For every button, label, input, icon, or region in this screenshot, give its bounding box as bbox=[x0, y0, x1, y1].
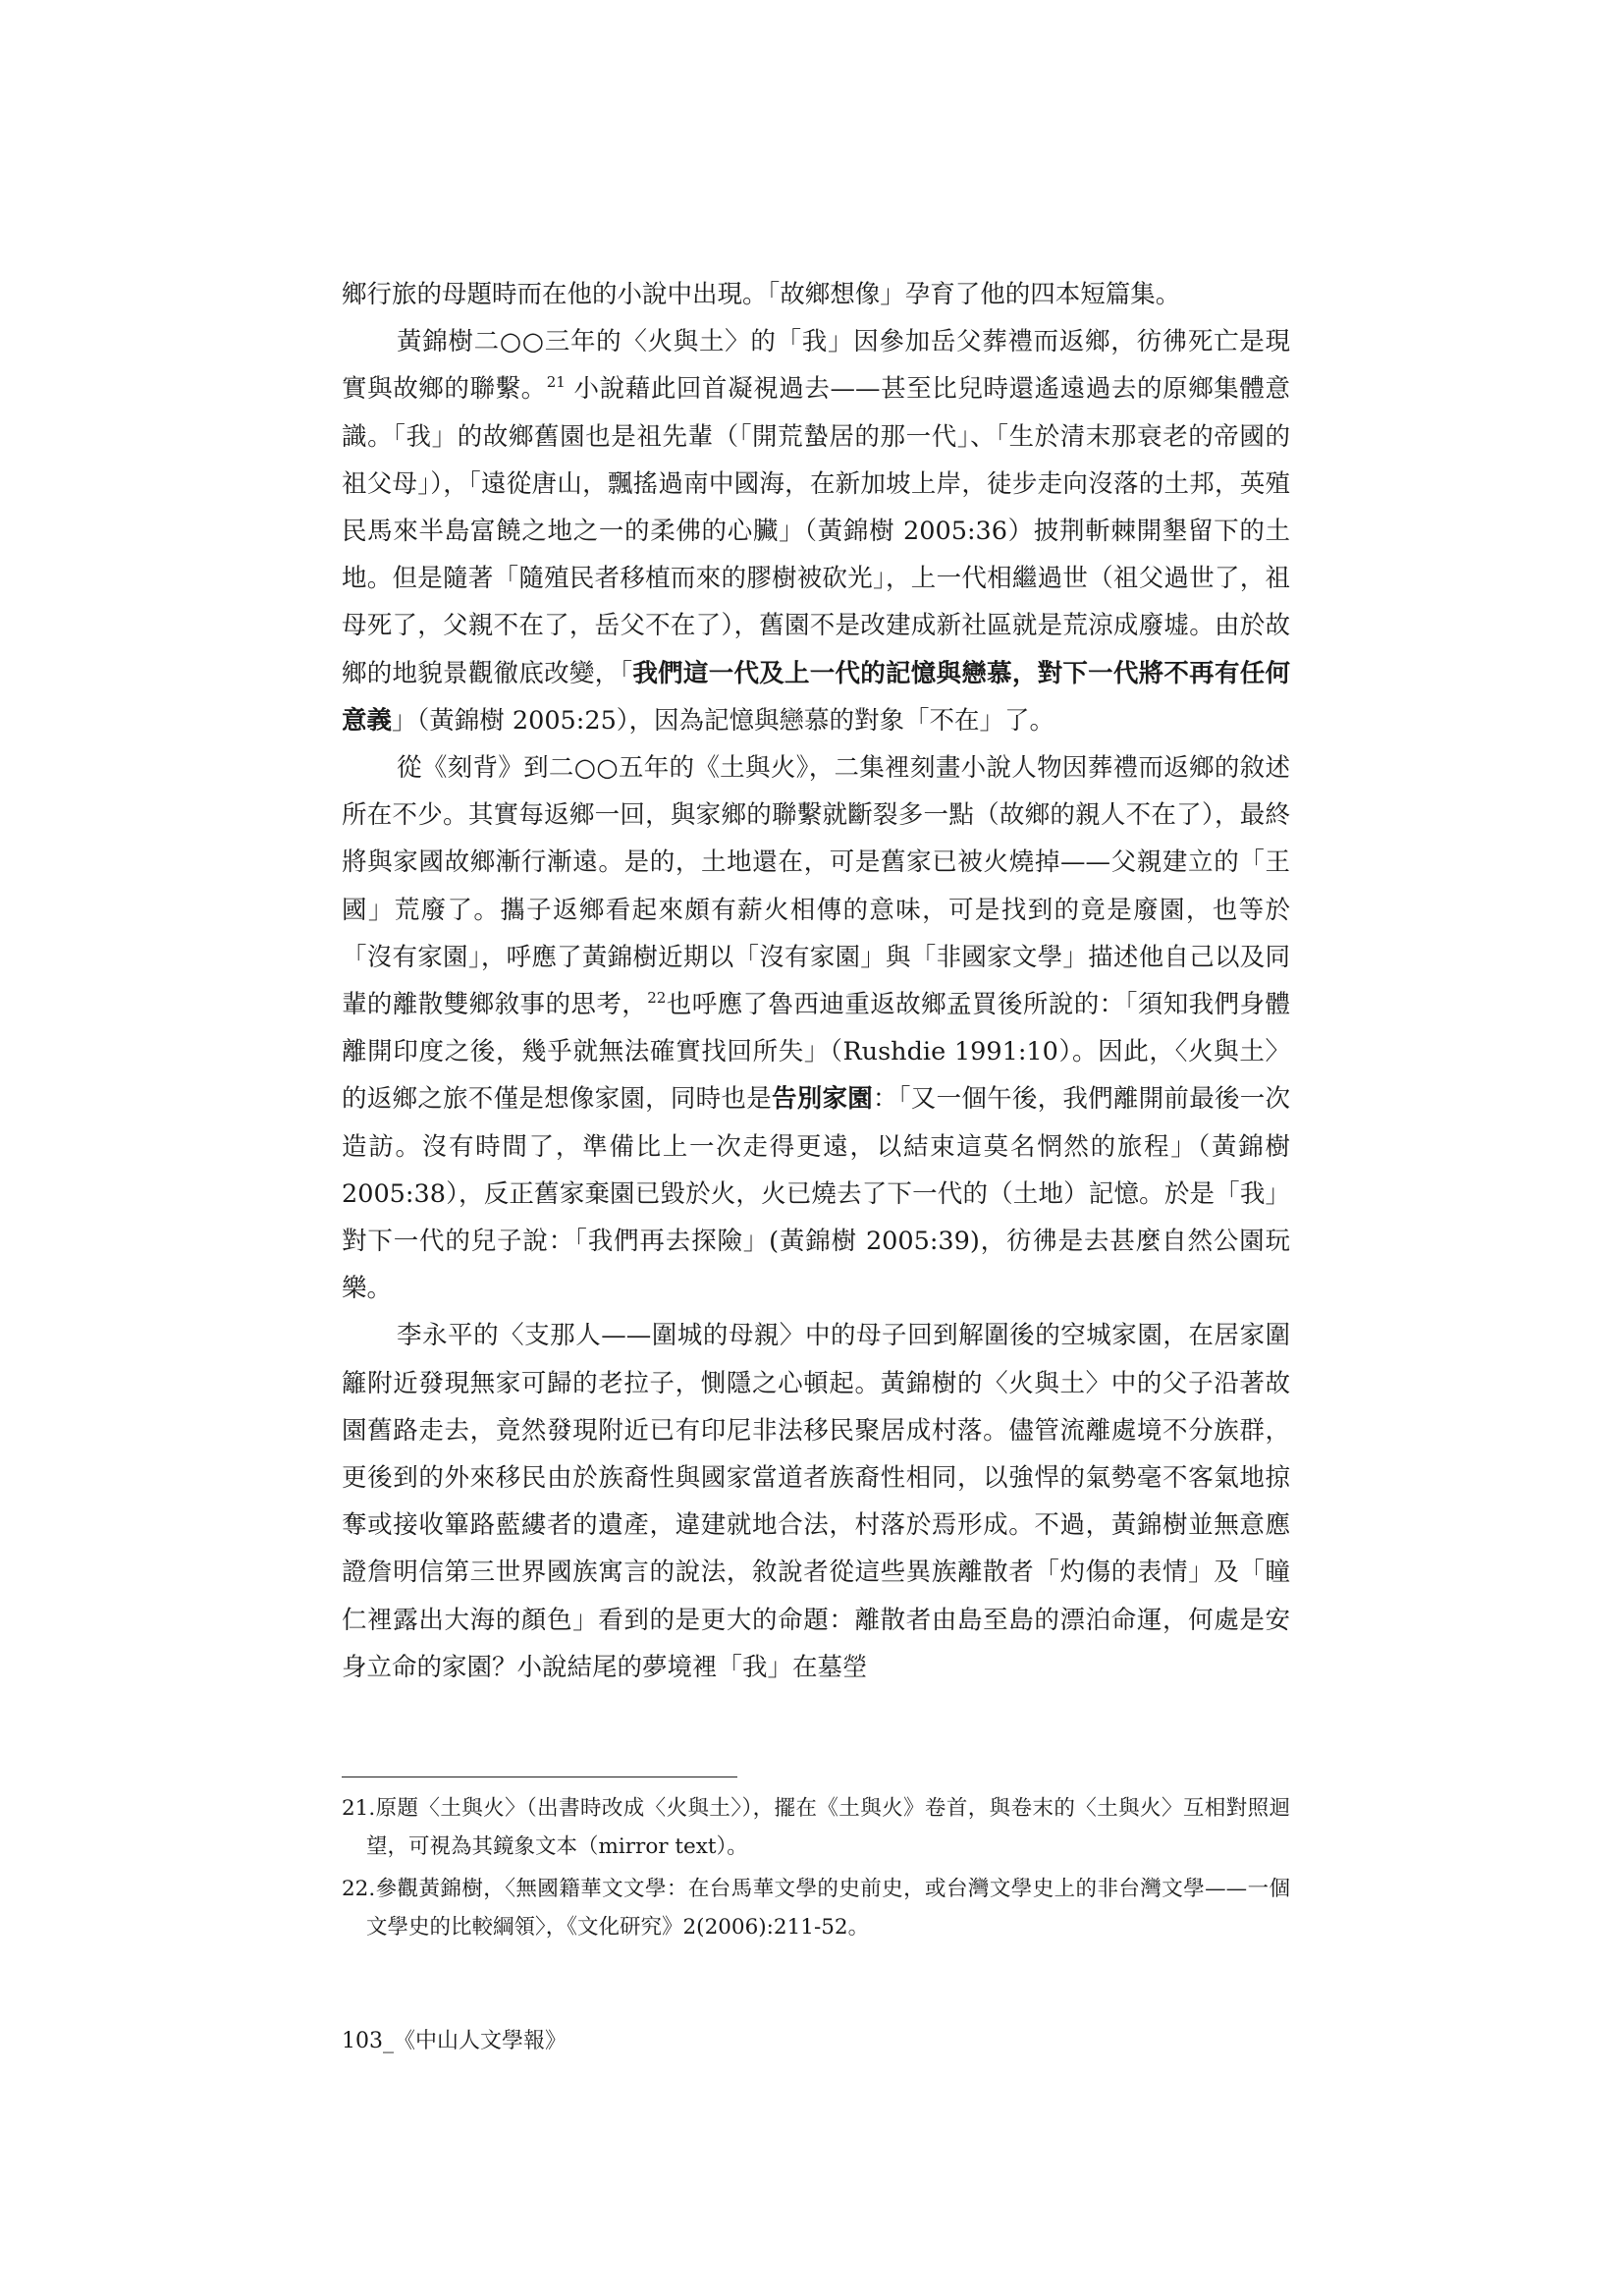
footnotes bbox=[342, 1789, 1290, 1950]
paragraph-text: 從《刻背》到二○○五年的《土與火》，二集裡刻畫小說人物因葬禮而返鄉的敘述所在不少。其實每返鄉一回，與家鄉的聯繫就斷裂多一點（故鄉的親人不在了），最終將與家國故鄉漸行漸遠。是的，土地還在，可是舊家已被火燒掉——父親建立的「王國」荒廢了。攜子返鄉看起來頗有薪火相傳的意味，可是找到的竟是廢園，也等於「沒有家園」，呼應了黃錦樹近期以「沒有家園」與「非國家文學」描述他自己以及同輩的離散雙鄉敘事的思考， bbox=[342, 753, 1290, 1020]
footnote-ref-21[interactable]: 21 bbox=[546, 373, 566, 392]
paragraph-text: 黃錦樹二○○三年的〈火與土〉的「我」因參加岳父葬禮而返鄉，彷彿死亡是現實與故鄉的聯繫。 bbox=[342, 327, 1290, 405]
footnote-22: 22.參觀黃錦樹，〈無國籍華文文學：在台馬華文學的史前史，或台灣文學史上的非台灣文學——一個文學史的比較綱領〉，《文化研究》2(2006):211-52。 bbox=[342, 1877, 1290, 1940]
paragraph-return-home bbox=[342, 744, 1290, 1312]
paragraph-text: 」（黃錦樹 2005:25），因為記憶與戀慕的對象「不在」了。 bbox=[392, 705, 1055, 736]
emphasized-phrase: 告別家園 bbox=[771, 1084, 874, 1115]
main-text bbox=[342, 271, 1290, 1691]
page-footer bbox=[342, 2027, 567, 2056]
footnote-21: 21.原題〈土與火〉（出書時改成〈火與土〉），擺在《土與火》卷首，與卷末的〈土與火〉互相對照迴望，可視為其鏡象文本（mirror text）。 bbox=[342, 1796, 1290, 1859]
footnote-ref-22[interactable]: 22 bbox=[647, 989, 667, 1008]
emphasized-quote: 我們這一代及上一代的記憶與戀慕，對下一代將不再有任何意義 bbox=[342, 658, 1290, 736]
paragraph-text: ：「又一個午後，我們離開前最後一次造訪。沒有時間了，準備比上一次走得更遠，以結束這莫名惘然的旅程」（黃錦樹 2005:38），反正舊家棄園已毀於火，火已燒去了下一代的（土地）記憶。於是「我」對下一代的兒子說：「我們再去探險」(黃錦樹 2005:39)，彷彿是去甚麼自然公園玩樂。 bbox=[342, 1084, 1290, 1304]
paragraph-li-yongping: 李永平的〈支那人——圍城的母親〉中的母子回到解圍後的空城家園，在居家圍籬附近發現無家可歸的老拉子，惻隱之心頓起。黃錦樹的〈火與土〉中的父子沿著故園舊路走去，竟然發現附近已有印尼非法移民聚居成村落。儘管流離處境不分族群，更後到的外來移民由於族裔性與國家當道者族裔性相同，以強悍的氣勢毫不客氣地掠奪或接收篳路藍縷者的遺產，違建就地合法，村落於焉形成。不過，黃錦樹並無意應證詹明信第三世界國族寓言的說法，敘說者從這些異族離散者「灼傷的表情」及「瞳仁裡露出大海的顏色」看到的是更大的命題：離散者由島至島的漂泊命運，何處是安身立命的家園？小說結尾的夢境裡「我」在墓塋 bbox=[342, 1321, 1290, 1682]
paragraph-fire-and-earth bbox=[342, 318, 1290, 744]
journal-title: _《中山人文學報》 bbox=[383, 2029, 568, 2053]
paragraph-continuation: 鄉行旅的母題時而在他的小說中出現。「故鄉想像」孕育了他的四本短篇集。 bbox=[342, 280, 1181, 309]
page-number: 103 bbox=[342, 2029, 383, 2053]
paragraph-text: 也呼應了魯西迪重返故鄉孟買後所說的：「須知我們身體離開印度之後，幾乎就無法確實找回所失」（Rushdie 1991:10）。因此，〈火與土〉的返鄉之旅不僅是想像家園，同時也是 bbox=[342, 990, 1290, 1115]
paragraph-text: 小說藉此回首凝視過去——甚至比兒時還遙遠過去的原鄉集體意識。「我」的故鄉舊園也是祖先輩（「開荒蟄居的那一代」、「生於清末那衰老的帝國的祖父母」），「遠從唐山，飄搖過南中國海，在新加坡上岸，徒步走向沒落的土邦，英殖民馬來半島富饒之地之一的柔佛的心臟」（黃錦樹 2005:36）披荆斬棘開墾留下的土地。但是隨著「隨殖民者移植而來的膠樹被砍光」，上一代相繼過世（祖父過世了，祖母死了，父親不在了，岳父不在了），舊園不是改建成新社區就是荒涼成廢墟。由於故鄉的地貌景觀徹底改變，「 bbox=[342, 374, 1290, 688]
